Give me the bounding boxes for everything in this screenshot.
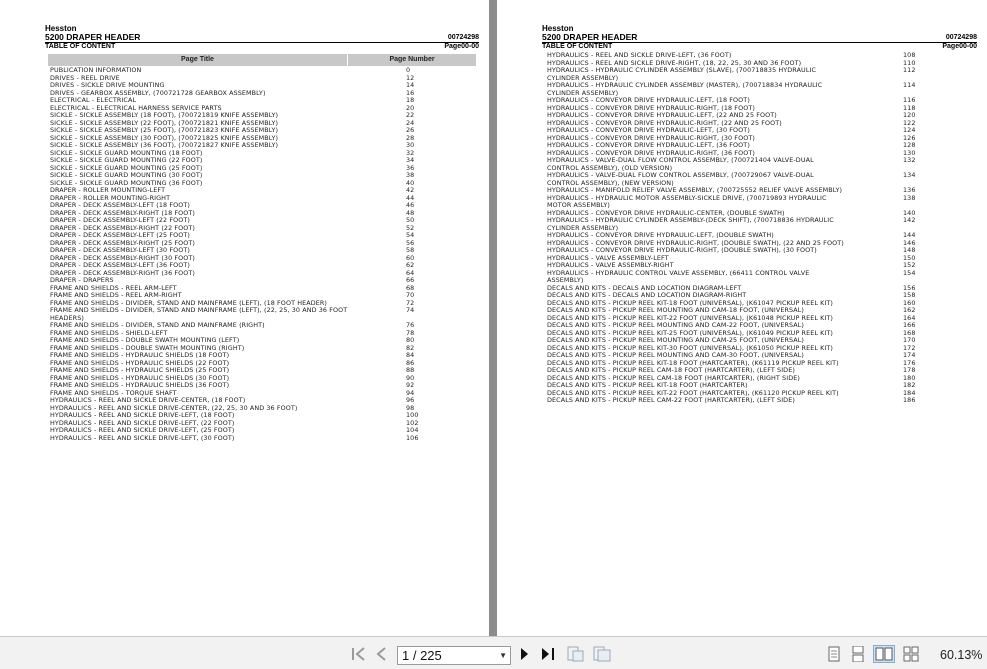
fit-page-button[interactable] — [566, 645, 586, 663]
toc-entry-title: FRAME AND SHIELDS - TORQUE SHAFT — [50, 388, 177, 397]
toc-entry-page-number: 52 — [406, 223, 415, 232]
toc-entry-page-number: 152 — [903, 261, 916, 269]
page-number-select[interactable] — [397, 646, 511, 665]
toc-entry-page-number: 46 — [406, 201, 415, 209]
toc-entry-title: HYDRAULICS - CONVEYOR DRIVE HYDRAULIC-LEFT, (30 FOOT) — [547, 126, 750, 134]
toc-entry-page-number: 36 — [406, 163, 415, 172]
toc-entry-title: FRAME AND SHIELDS - DIVIDER, STAND AND MAINFRAME (RIGHT) — [50, 321, 265, 329]
toc-entry-title: DECALS AND KITS - PICKUP REEL CAM-22 FOOT (HARTCARTER), (LEFT SIDE) — [547, 396, 795, 404]
toc-entry-title: DECALS AND KITS - PICKUP REEL KIT-30 FOOT (UNIVERSAL), (K61050 PICKUP REEL KIT) — [547, 343, 834, 352]
toc-entry-title: HYDRAULICS - REEL AND SICKLE DRIVE-CENTER, (18 FOOT) — [50, 396, 246, 404]
toc-entry[interactable] — [547, 270, 919, 285]
toc-entry-title: DRIVES - REEL DRIVE — [50, 73, 120, 82]
toc-entry-title: FRAME AND SHIELDS - HYDRAULIC SHIELDS (30 FOOT) — [50, 373, 230, 382]
two-page-continuous-view-button[interactable] — [901, 645, 921, 663]
toc-entry-page-number: 132 — [903, 156, 916, 164]
toc-entry-page-number: 82 — [406, 343, 415, 352]
page-number-value: 1 / 225 — [402, 648, 442, 663]
toc-entry-title: HYDRAULICS - CONVEYOR DRIVE HYDRAULIC-RIGHT, (DOUBLE SWATH), (30 FOOT) — [547, 246, 817, 254]
toc-entry-page-number: 94 — [406, 388, 415, 397]
toc-entry-page-number: 88 — [406, 366, 415, 374]
toc-entry-title: HYDRAULICS - HYDRAULIC CYLINDER ASSEMBLY (SLAVE), (700718835 HYDRAULIC CYLINDER ASSEMBLY) — [547, 66, 817, 82]
toc-entry-page-number: 182 — [903, 381, 916, 389]
toc-entry-page-number: 164 — [903, 313, 916, 322]
toc-entry-title: DECALS AND KITS - DECALS AND LOCATION DIAGRAM-LEFT — [547, 283, 742, 292]
fit-width-button[interactable] — [592, 645, 612, 663]
toc-entry-title: HYDRAULICS - HYDRAULIC CYLINDER ASSEMBLY (MASTER), (700718834 HYDRAULIC CYLINDER ASSEMBLY) — [547, 81, 823, 97]
toc-entry-page-number: 74 — [406, 306, 415, 314]
toc-entry-title: PUBLICATION INFORMATION — [50, 66, 142, 74]
toc-entry[interactable] — [547, 157, 919, 172]
toc-entry-page-number: 0 — [406, 66, 411, 74]
toc-entry-title: HYDRAULICS - CONVEYOR DRIVE HYDRAULIC-CENTER, (DOUBLE SWATH) — [547, 208, 785, 217]
toc-entry-page-number: 134 — [903, 171, 916, 179]
toc-title-row — [45, 42, 479, 51]
page-separator — [489, 0, 497, 636]
toc-entry-page-number: 138 — [903, 193, 916, 202]
document-title-row — [542, 33, 977, 42]
next-page-button[interactable] — [518, 645, 530, 663]
toc-entry-title: HYDRAULICS - REEL AND SICKLE DRIVE-RIGHT, (18, 22, 25, 30 AND 36 FOOT) — [547, 58, 802, 67]
toc-entry-page-number: 186 — [903, 396, 916, 404]
toc-entry-title: DRAPER - DECK ASSEMBLY-LEFT (30 FOOT) — [50, 246, 190, 254]
toc-entry-page-number: 16 — [406, 88, 415, 97]
toc-entry-page-number: 118 — [903, 103, 916, 112]
toc-entry[interactable] — [50, 435, 420, 443]
toc-entry-page-number: 30 — [406, 141, 415, 149]
toc-entry-title: HYDRAULICS - REEL AND SICKLE DRIVE-LEFT, (22 FOOT) — [50, 418, 235, 427]
toc-entry-page-number: 18 — [406, 96, 415, 104]
toc-entry-title: SICKLE - SICKLE GUARD MOUNTING (18 FOOT) — [50, 148, 203, 157]
document-title: 5200 DRAPER HEADER — [45, 32, 141, 42]
toc-entry-title: DECALS AND KITS - PICKUP REEL KIT-22 FOOT (HARTCARTER), (K61120 PICKUP REEL KIT) — [547, 388, 839, 397]
brand-name: Hesston — [45, 24, 77, 33]
document-title-row — [45, 33, 479, 42]
viewer-toolbar — [0, 636, 987, 669]
toc-entry-page-number: 14 — [406, 81, 415, 89]
toc-entry-title: ELECTRICAL - ELECTRICAL — [50, 96, 137, 104]
toc-entry-title: HYDRAULICS - CONVEYOR DRIVE HYDRAULIC-LEFT, (18 FOOT) — [547, 96, 750, 104]
toc-entry-page-number: 54 — [406, 231, 415, 239]
toc-entry-page-number: 158 — [903, 291, 916, 299]
toc-entry-page-number: 114 — [903, 81, 916, 89]
toc-entry-page-number: 76 — [406, 321, 415, 329]
toc-entry-title: HYDRAULICS - MANIFOLD RELIEF VALVE ASSEMBLY, (700725552 RELIEF VALVE ASSEMBLY) — [547, 186, 843, 194]
toc-entry-page-number: 144 — [903, 231, 916, 239]
toc-entry-page-number: 112 — [903, 66, 916, 74]
toc-entry-title: DECALS AND KITS - PICKUP REEL MOUNTING AND CAM-18 FOOT, (UNIVERSAL) — [547, 306, 805, 314]
brand-name: Hesston — [542, 24, 574, 33]
toc-entry-page-number: 174 — [903, 351, 916, 359]
chevron-down-icon[interactable]: ▼ — [499, 651, 507, 660]
toc-entry-page-number: 156 — [903, 283, 916, 292]
toc-entry-page-number: 130 — [903, 148, 916, 157]
toc-entry-title: DRAPER - DECK ASSEMBLY-RIGHT (30 FOOT) — [50, 253, 196, 262]
toc-entry-page-number: 122 — [903, 118, 916, 127]
continuous-view-button[interactable] — [850, 645, 866, 663]
toc-entry-title: FRAME AND SHIELDS - SHIELD-LEFT — [50, 328, 168, 337]
toc-entry-page-number: 80 — [406, 336, 415, 344]
column-header-number: Page Number — [348, 54, 476, 66]
toc-entry-title: DECALS AND KITS - PICKUP REEL MOUNTING AND CAM-22 FOOT, (UNIVERSAL) — [547, 321, 805, 329]
toc-entry-page-number: 116 — [903, 96, 916, 104]
toc-entry-title: HYDRAULICS - CONVEYOR DRIVE HYDRAULIC-RIGHT, (18 FOOT) — [547, 103, 755, 112]
toc-entry-title: SICKLE - SICKLE ASSEMBLY (30 FOOT), (700721825 KNIFE ASSEMBLY) — [50, 133, 279, 142]
toc-entry-title: FRAME AND SHIELDS - DIVIDER, STAND AND MAINFRAME (LEFT), (18 FOOT HEADER) — [50, 298, 328, 307]
toc-entry-page-number: 34 — [406, 156, 415, 164]
page-header-right — [542, 24, 977, 51]
toc-entry-title: HYDRAULICS - CONVEYOR DRIVE HYDRAULIC-LEFT, (22 AND 25 FOOT) — [547, 111, 777, 119]
fit-page-icon — [567, 646, 585, 662]
toc-entry-title: SICKLE - SICKLE ASSEMBLY (18 FOOT), (700721819 KNIFE ASSEMBLY) — [50, 111, 279, 119]
toc-entry-title: DRAPER - DECK ASSEMBLY-RIGHT (25 FOOT) — [50, 238, 196, 247]
toc-entry-title: FRAME AND SHIELDS - REEL ARM-RIGHT — [50, 291, 182, 299]
toc-entry-title: SICKLE - SICKLE GUARD MOUNTING (22 FOOT) — [50, 156, 203, 164]
toc-entry-title: DRAPER - DECK ASSEMBLY-LEFT (22 FOOT) — [50, 216, 190, 224]
toc-entry-page-number: 110 — [903, 58, 916, 67]
page-header — [45, 24, 479, 51]
document-number: 00724298 — [945, 34, 977, 41]
toc-title-row — [542, 42, 977, 51]
toc-entry-page-number: 178 — [903, 366, 916, 374]
toc-entry-title: HYDRAULICS - HYDRAULIC CONTROL VALVE ASSEMBLY, (66411 CONTROL VALVE ASSEMBLY) — [547, 268, 810, 284]
toc-entry-title: DECALS AND KITS - PICKUP REEL KIT-22 FOOT (UNIVERSAL), (K61048 PICKUP REEL KIT) — [547, 313, 834, 322]
toc-entry-page-number: 170 — [903, 336, 916, 344]
toc-entry-title: DRAPER - DECK ASSEMBLY-LEFT (18 FOOT) — [50, 201, 190, 209]
toc-entry-title: HYDRAULICS - REEL AND SICKLE DRIVE-LEFT, (25 FOOT) — [50, 426, 235, 434]
toc-entry-page-number: 176 — [903, 358, 916, 367]
toc-entry-title: HYDRAULICS - HYDRAULIC CYLINDER ASSEMBLY-(DECK SHIFT), (700718836 HYDRAULIC CYLINDER ASSEMBLY) — [547, 216, 834, 232]
toc-entry-title: DECALS AND KITS - PICKUP REEL KIT-18 FOOT (UNIVERSAL), (K61047 PICKUP REEL KIT) — [547, 298, 834, 307]
toc-entry-page-number: 24 — [406, 118, 415, 127]
toc-entry[interactable] — [50, 307, 420, 322]
toc-entry-page-number: 104 — [406, 426, 419, 434]
toc-entry-title: HYDRAULICS - HYDRAULIC MOTOR ASSEMBLY-SICKLE DRIVE, (700719893 HYDRAULIC MOTOR ASSEMBLY) — [547, 193, 827, 209]
toc-entry-title: DRAPER - DECK ASSEMBLY-RIGHT (18 FOOT) — [50, 208, 196, 217]
last-page-icon — [541, 647, 555, 661]
page-reference: Page00-00 — [942, 43, 977, 50]
prev-page-button[interactable] — [374, 645, 388, 663]
toc-entry-title: DRAPER - DECK ASSEMBLY-LEFT (25 FOOT) — [50, 231, 190, 239]
toc-entry-page-number: 140 — [903, 208, 916, 217]
toc-entry-page-number: 100 — [406, 411, 419, 419]
single-page-icon — [828, 646, 840, 662]
toc-entry-page-number: 124 — [903, 126, 916, 134]
toc-entry-page-number: 106 — [406, 433, 419, 442]
toc-entry-page-number: 50 — [406, 216, 415, 224]
toc-entry[interactable] — [547, 397, 919, 405]
toc-entry-page-number: 108 — [903, 51, 916, 59]
toc-entry-title: HYDRAULICS - VALVE-DUAL FLOW CONTROL ASSEMBLY, (700721404 VALVE-DUAL CONTROL ASSEMBLY), (OLD VERSION) — [547, 156, 814, 172]
toc-entry-page-number: 64 — [406, 268, 415, 277]
toc-entry-page-number: 98 — [406, 403, 415, 412]
toc-entry-page-number: 38 — [406, 171, 415, 179]
toc-entry-title: FRAME AND SHIELDS - HYDRAULIC SHIELDS (36 FOOT) — [50, 381, 230, 389]
toc-entry-page-number: 70 — [406, 291, 415, 299]
toc-entry-title: HYDRAULICS - CONVEYOR DRIVE HYDRAULIC-RIGHT, (36 FOOT) — [547, 148, 755, 157]
toc-entry-title: FRAME AND SHIELDS - HYDRAULIC SHIELDS (22 FOOT) — [50, 358, 230, 367]
toc-entry-title: DECALS AND KITS - PICKUP REEL CAM-18 FOOT (HARTCARTER), (RIGHT SIDE) — [547, 373, 800, 382]
toc-entry-page-number: 142 — [903, 216, 916, 224]
toc-entry-page-number: 66 — [406, 276, 415, 284]
toc-entry-title: FRAME AND SHIELDS - HYDRAULIC SHIELDS (18 FOOT) — [50, 351, 230, 359]
toc-entry-title: DRAPER - DECK ASSEMBLY-RIGHT (36 FOOT) — [50, 268, 196, 277]
toc-entry-title: HYDRAULICS - CONVEYOR DRIVE HYDRAULIC-RIGHT, (30 FOOT) — [547, 133, 755, 142]
toc-entry-page-number: 78 — [406, 328, 415, 337]
document-number: 00724298 — [447, 34, 479, 41]
prev-page-icon — [376, 647, 386, 661]
toc-entry-page-number: 150 — [903, 253, 916, 262]
toc-entry-page-number: 60 — [406, 253, 415, 262]
toc-entry-title: HYDRAULICS - CONVEYOR DRIVE HYDRAULIC-RIGHT, (22 AND 25 FOOT) — [547, 118, 782, 127]
toc-entry-page-number: 72 — [406, 298, 415, 307]
toc-entry-title: DECALS AND KITS - PICKUP REEL MOUNTING AND CAM-30 FOOT, (UNIVERSAL) — [547, 351, 805, 359]
toc-entry-page-number: 184 — [903, 388, 916, 397]
toc-entry-title: SICKLE - SICKLE ASSEMBLY (25 FOOT), (700721823 KNIFE ASSEMBLY) — [50, 126, 279, 134]
toc-list-right — [547, 52, 919, 405]
toc-entry-title: HYDRAULICS - VALVE ASSEMBLY-LEFT — [547, 253, 669, 262]
document-title: 5200 DRAPER HEADER — [542, 32, 638, 42]
toc-entry-page-number: 48 — [406, 208, 415, 217]
toc-entry-page-number: 160 — [903, 298, 916, 307]
toc-entry-page-number: 166 — [903, 321, 916, 329]
toc-entry-title: DECALS AND KITS - PICKUP REEL KIT-18 FOOT (HARTCARTER), (K61119 PICKUP REEL KIT) — [547, 358, 839, 367]
toc-entry-page-number: 28 — [406, 133, 415, 142]
next-page-icon — [519, 647, 529, 661]
toc-entry-page-number: 172 — [903, 343, 916, 352]
toc-entry-title: FRAME AND SHIELDS - DIVIDER, STAND AND MAINFRAME (LEFT), (22, 25, 30 AND 36 FOOT HEADERS) — [50, 306, 348, 322]
toc-entry[interactable] — [547, 67, 919, 82]
toc-entry-page-number: 154 — [903, 268, 916, 277]
toc-entry[interactable] — [547, 195, 919, 210]
toc-entry-page-number: 146 — [903, 238, 916, 247]
toc-entry-page-number: 58 — [406, 246, 415, 254]
single-page-view-button[interactable] — [826, 645, 842, 663]
toc-entry-title: DRAPER - DRAPERS — [50, 276, 114, 284]
toc-entry-title: DRAPER - DECK ASSEMBLY-LEFT (36 FOOT) — [50, 261, 190, 269]
toc-entry-title: FRAME AND SHIELDS - REEL ARM-LEFT — [50, 283, 177, 292]
last-page-button[interactable] — [540, 645, 556, 663]
toc-entry-title: SICKLE - SICKLE ASSEMBLY (36 FOOT), (700721827 KNIFE ASSEMBLY) — [50, 141, 279, 149]
toc-entry-page-number: 102 — [406, 418, 419, 427]
toc-entry-title: HYDRAULICS - VALVE-DUAL FLOW CONTROL ASSEMBLY, (700729067 VALVE-DUAL CONTROL ASSEMBLY), (NEW VERSION) — [547, 171, 814, 187]
zoom-level[interactable]: 60.13% — [940, 648, 983, 662]
toc-entry-page-number: 26 — [406, 126, 415, 134]
toc-label: TABLE OF CONTENT — [542, 43, 613, 50]
toc-entry-title: DECALS AND KITS - DECALS AND LOCATION DIAGRAM-RIGHT — [547, 291, 747, 299]
toc-entry-title: HYDRAULICS - CONVEYOR DRIVE HYDRAULIC-RIGHT, (DOUBLE SWATH), (22 AND 25 FOOT) — [547, 238, 844, 247]
toc-entry-title: FRAME AND SHIELDS - DOUBLE SWATH MOUNTING (RIGHT) — [50, 343, 245, 352]
toc-entry-page-number: 22 — [406, 111, 415, 119]
toc-entry-title: SICKLE - SICKLE GUARD MOUNTING (30 FOOT) — [50, 171, 203, 179]
toc-entry-title: HYDRAULICS - REEL AND SICKLE DRIVE-LEFT, (18 FOOT) — [50, 411, 235, 419]
toc-entry-title: SICKLE - SICKLE GUARD MOUNTING (36 FOOT) — [50, 178, 203, 187]
toc-entry-page-number: 84 — [406, 351, 415, 359]
toc-entry-title: DRAPER - DECK ASSEMBLY-RIGHT (22 FOOT) — [50, 223, 196, 232]
toc-entry-page-number: 12 — [406, 73, 415, 82]
toc-entry-page-number: 32 — [406, 148, 415, 157]
column-header-title: Page Title — [48, 54, 347, 66]
toc-entry-page-number: 56 — [406, 238, 415, 247]
toc-entry-page-number: 120 — [903, 111, 916, 119]
toc-entry-title: DRAPER - ROLLER MOUNTING-LEFT — [50, 186, 166, 194]
toc-entry-title: DECALS AND KITS - PICKUP REEL CAM-18 FOOT (HARTCARTER), (LEFT SIDE) — [547, 366, 795, 374]
toc-entry-title: HYDRAULICS - REEL AND SICKLE DRIVE-LEFT, (36 FOOT) — [547, 51, 732, 59]
toc-entry[interactable] — [547, 82, 919, 97]
table-header — [48, 54, 476, 66]
toc-list-left — [50, 67, 420, 442]
toc-entry-title: SICKLE - SICKLE ASSEMBLY (22 FOOT), (700721821 KNIFE ASSEMBLY) — [50, 118, 279, 127]
toc-entry[interactable] — [547, 172, 919, 187]
fit-width-icon — [593, 646, 611, 662]
toc-entry-title: SICKLE - SICKLE GUARD MOUNTING (25 FOOT) — [50, 163, 203, 172]
toc-entry-title: DECALS AND KITS - PICKUP REEL MOUNTING AND CAM-25 FOOT, (UNIVERSAL) — [547, 336, 805, 344]
toc-entry-page-number: 68 — [406, 283, 415, 292]
toc-entry-page-number: 180 — [903, 373, 916, 382]
first-page-button[interactable] — [350, 645, 366, 663]
two-page-view-button[interactable] — [873, 645, 895, 663]
toc-label: TABLE OF CONTENT — [45, 43, 116, 50]
toc-entry[interactable] — [547, 217, 919, 232]
toc-entry-title: HYDRAULICS - REEL AND SICKLE DRIVE-LEFT, (30 FOOT) — [50, 433, 235, 442]
toc-entry-page-number: 136 — [903, 186, 916, 194]
toc-entry-title: DRAPER - ROLLER MOUNTING-RIGHT — [50, 193, 171, 202]
toc-entry-title: DRIVES - SICKLE DRIVE MOUNTING — [50, 81, 165, 89]
toc-entry-page-number: 42 — [406, 186, 415, 194]
toc-entry-title: HYDRAULICS - CONVEYOR DRIVE HYDRAULIC-LEFT, (DOUBLE SWATH) — [547, 231, 774, 239]
toc-entry-title: HYDRAULICS - CONVEYOR DRIVE HYDRAULIC-LEFT, (36 FOOT) — [547, 141, 750, 149]
two-page-continuous-icon — [903, 646, 919, 662]
toc-entry-page-number: 40 — [406, 178, 415, 187]
toc-entry-title: DECALS AND KITS - PICKUP REEL KIT-18 FOOT (HARTCARTER) — [547, 381, 748, 389]
toc-entry-title: FRAME AND SHIELDS - DOUBLE SWATH MOUNTING (LEFT) — [50, 336, 240, 344]
toc-entry-page-number: 126 — [903, 133, 916, 142]
toc-entry-title: FRAME AND SHIELDS - HYDRAULIC SHIELDS (25 FOOT) — [50, 366, 230, 374]
two-page-icon — [875, 647, 893, 661]
toc-entry-page-number: 92 — [406, 381, 415, 389]
toc-entry-page-number: 62 — [406, 261, 415, 269]
toc-entry-page-number: 44 — [406, 193, 415, 202]
toc-entry-page-number: 20 — [406, 103, 415, 112]
toc-entry-page-number: 86 — [406, 358, 415, 367]
toc-entry-page-number: 96 — [406, 396, 415, 404]
toc-entry-page-number: 148 — [903, 246, 916, 254]
toc-entry-title: HYDRAULICS - VALVE ASSEMBLY-RIGHT — [547, 261, 674, 269]
toc-entry-page-number: 90 — [406, 373, 415, 382]
continuous-icon — [852, 646, 864, 662]
toc-entry-page-number: 168 — [903, 328, 916, 337]
page-reference: Page00-00 — [444, 43, 479, 50]
first-page-icon — [351, 647, 365, 661]
toc-entry-title: DECALS AND KITS - PICKUP REEL KIT-25 FOOT (UNIVERSAL), (K61049 PICKUP REEL KIT) — [547, 328, 834, 337]
toc-entry-title: DRIVES - GEARBOX ASSEMBLY, (700721728 GEARBOX ASSEMBLY) — [50, 88, 266, 97]
toc-entry-title: ELECTRICAL - ELECTRICAL HARNESS SERVICE PARTS — [50, 103, 222, 112]
toc-entry-page-number: 162 — [903, 306, 916, 314]
toc-entry-title: HYDRAULICS - REEL AND SICKLE DRIVE-CENTER, (22, 25, 30 AND 36 FOOT) — [50, 403, 298, 412]
toc-entry-page-number: 128 — [903, 141, 916, 149]
